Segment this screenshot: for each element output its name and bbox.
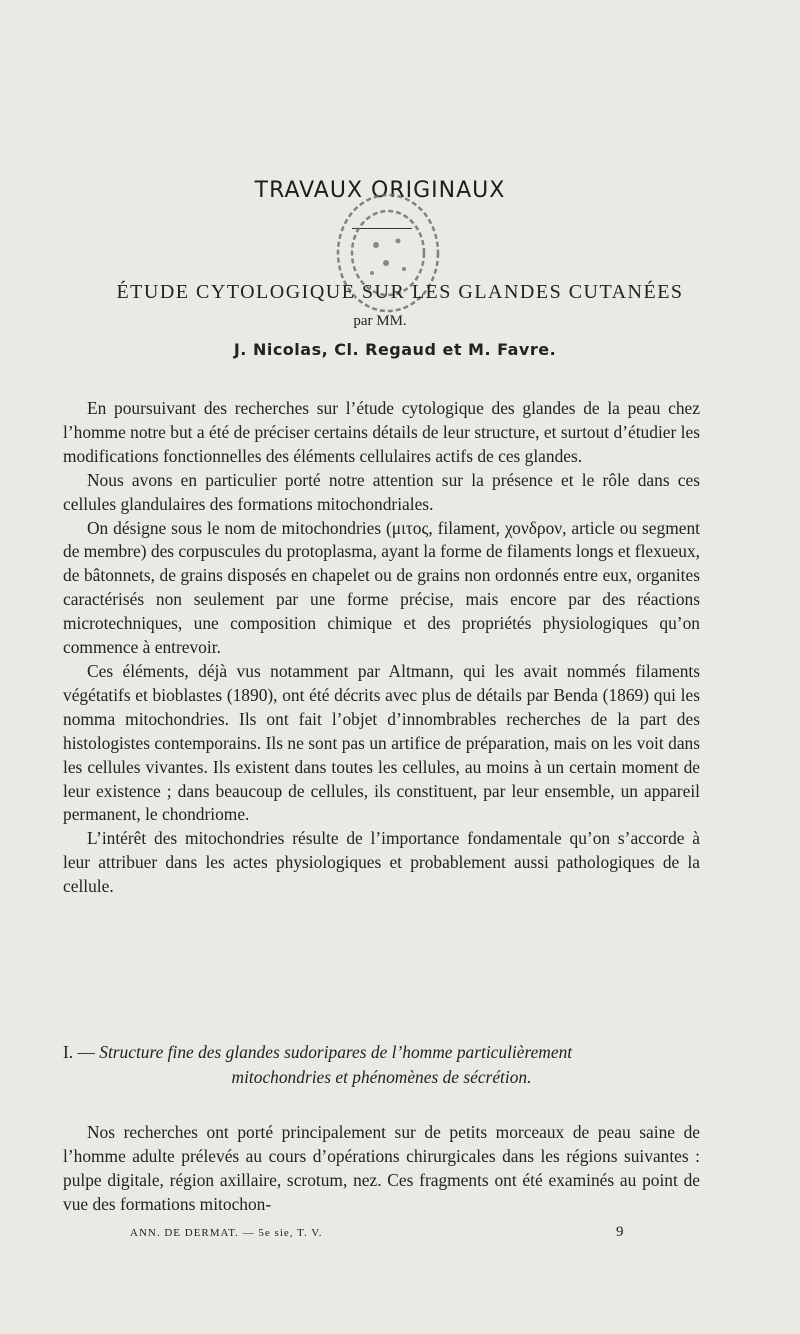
bleed-through-text: [540, 70, 800, 270]
introduction-text: [63, 397, 700, 899]
section-title-line-1: Structure fine des glandes sudoripares de l’homme particulièrement: [99, 1042, 573, 1062]
section-title: [63, 1040, 700, 1090]
authors: J. Nicolas, Cl. Regaud et M. Favre.: [233, 340, 557, 359]
paragraph: Ces éléments, déjà vus notamment par Altmann, qui les avait nommés filaments végétatifs et bioblastes (1890), ont été décrits avec plus de détails par Benda (1869) qui les nomma mitochondries. Ils ont fait l’objet d’innombrables recherches de la part des histologistes contemporains. Ils ne sont pas un artifice de préparation, mais on les voit dans les cellules vivantes. Ils existent dans toutes les cellules, au moins à un certain moment de leur existence ; dans beaucoup de cellules, ils constituent, par leur ensemble, un appareil permanent, le chondriome.: [63, 660, 700, 825]
journal-reference: ANN. DE DERMAT. — 5e sie, T. V.: [130, 1227, 323, 1239]
paragraph: Nos recherches ont porté principalement sur de petits morceaux de peau saine de l’homme adulte prélevés au cours d’opérations chirurgicales dans les régions suivantes : pulpe digitale, région axillaire, scrotum, nez. Ces fragments ont été examinés au point de vue des formations mitochon-: [63, 1122, 700, 1214]
article-title: ÉTUDE CYTOLOGIQUE SUR LES GLANDES CUTANÉES: [116, 281, 684, 303]
section-number: I. —: [63, 1042, 95, 1062]
page-number: 9: [616, 1224, 625, 1240]
section-heading: TRAVAUX ORIGINAUX: [254, 178, 506, 203]
section-one-text: [63, 1121, 700, 1217]
byline: par MM.: [353, 313, 407, 329]
paragraph: On désigne sous le nom de mitochondries (μιτος, filament, χονδρον, article ou segment de membre) des corpuscules du protoplasma, ayant la forme de filaments longs et flexueux, de bâtonnets, de grains disposés en chapelet ou de grains non ordonnés entre eux, organites caractérisés non seulement par une forme précise, mais encore par des réactions microtechniques, une composition chimique et des propriétés physiologiques qu’on commence à entrevoir.: [63, 517, 700, 658]
paragraph: En poursuivant des recherches sur l’étude cytologique des glandes de la peau chez l’homme notre but a été de préciser certains détails de leur structure, et surtout d’étudier les modifications fonctionnelles des éléments cellulaires actifs de ces glandes.: [63, 398, 700, 466]
paragraph: Nous avons en particulier porté notre attention sur la présence et le rôle dans ces cellules glandulaires des formations mitochondriales.: [63, 469, 700, 514]
paragraph: L’intérêt des mitochondries résulte de l’importance fondamentale qu’on s’accorde à leur attribuer dans les actes physiologiques et probablement aussi pathologiques de la cellule.: [63, 828, 700, 897]
section-title-line-2: mitochondries et phénomènes de sécrétion.: [231, 1067, 532, 1087]
